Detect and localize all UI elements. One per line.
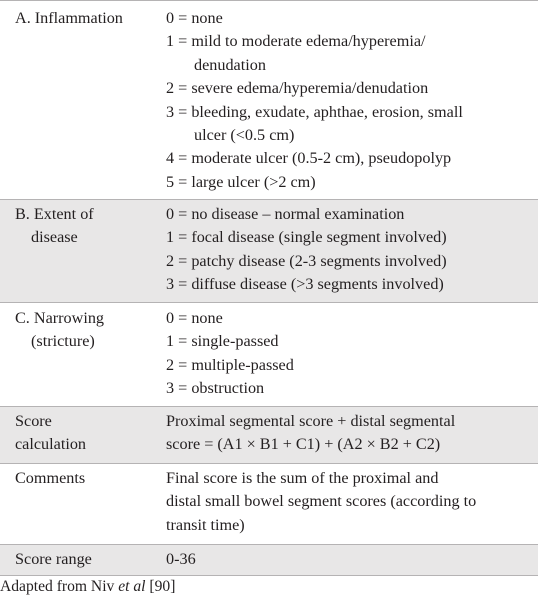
list-item: 3 = obstruction xyxy=(166,379,265,398)
list-item: 0 = none xyxy=(166,9,223,27)
row-label: C. Narrowing (stricture) xyxy=(15,309,105,351)
table-row-score-range xyxy=(0,544,538,576)
row-text: 0-36 xyxy=(166,550,196,568)
row-text: Proximal segmental score + distal segmental score = (A1 × B1 + C1) + (A2 × B2 + C2) xyxy=(166,412,456,454)
list-item: 4 = moderate ulcer (0.5-2 cm), pseudopolyp xyxy=(166,149,452,168)
list-item: 5 = large ulcer (>2 cm) xyxy=(166,172,316,191)
list-item: 1 = single-passed xyxy=(166,332,279,351)
row-label xyxy=(15,7,150,30)
row-values xyxy=(166,7,532,194)
row-label: B. Extent of disease xyxy=(15,205,94,247)
table-footnote: Adapted from Niv et al [90] xyxy=(0,578,176,595)
list-item: 3 = diffuse disease (>3 segments involved) xyxy=(166,275,444,294)
list-item: 3 = bleeding, exudate, aphthae, erosion, small ulcer (<0.5 cm) xyxy=(166,102,463,145)
row-values xyxy=(166,203,532,297)
table-row-extent xyxy=(0,199,538,302)
table-row-comments xyxy=(0,463,538,544)
table-row-narrowing xyxy=(0,302,538,406)
list-item: 2 = patchy disease (2-3 segments involved) xyxy=(166,251,447,270)
table-row-score-calculation xyxy=(0,406,538,463)
table-row-inflammation xyxy=(0,0,538,199)
list-item: 1 = mild to moderate edema/hyperemia/ denudation xyxy=(166,32,426,74)
row-label-line: A. Inflammation xyxy=(15,9,123,27)
list-item: 0 = none xyxy=(166,309,223,327)
row-values xyxy=(166,307,532,401)
row-label: Score calculation xyxy=(15,412,87,454)
row-text: Final score is the sum of the proximal and distal small bowel segment scores (according to transit time) xyxy=(166,469,477,534)
list-item: 0 = no disease – normal examination xyxy=(166,205,405,223)
list-item: 2 = multiple-passed xyxy=(166,355,294,374)
row-label: Score range xyxy=(15,550,92,568)
list-item: 2 = severe edema/hyperemia/denudation xyxy=(166,79,429,98)
list-item: 1 = focal disease (single segment involved) xyxy=(166,228,447,247)
row-label: Comments xyxy=(15,469,86,487)
